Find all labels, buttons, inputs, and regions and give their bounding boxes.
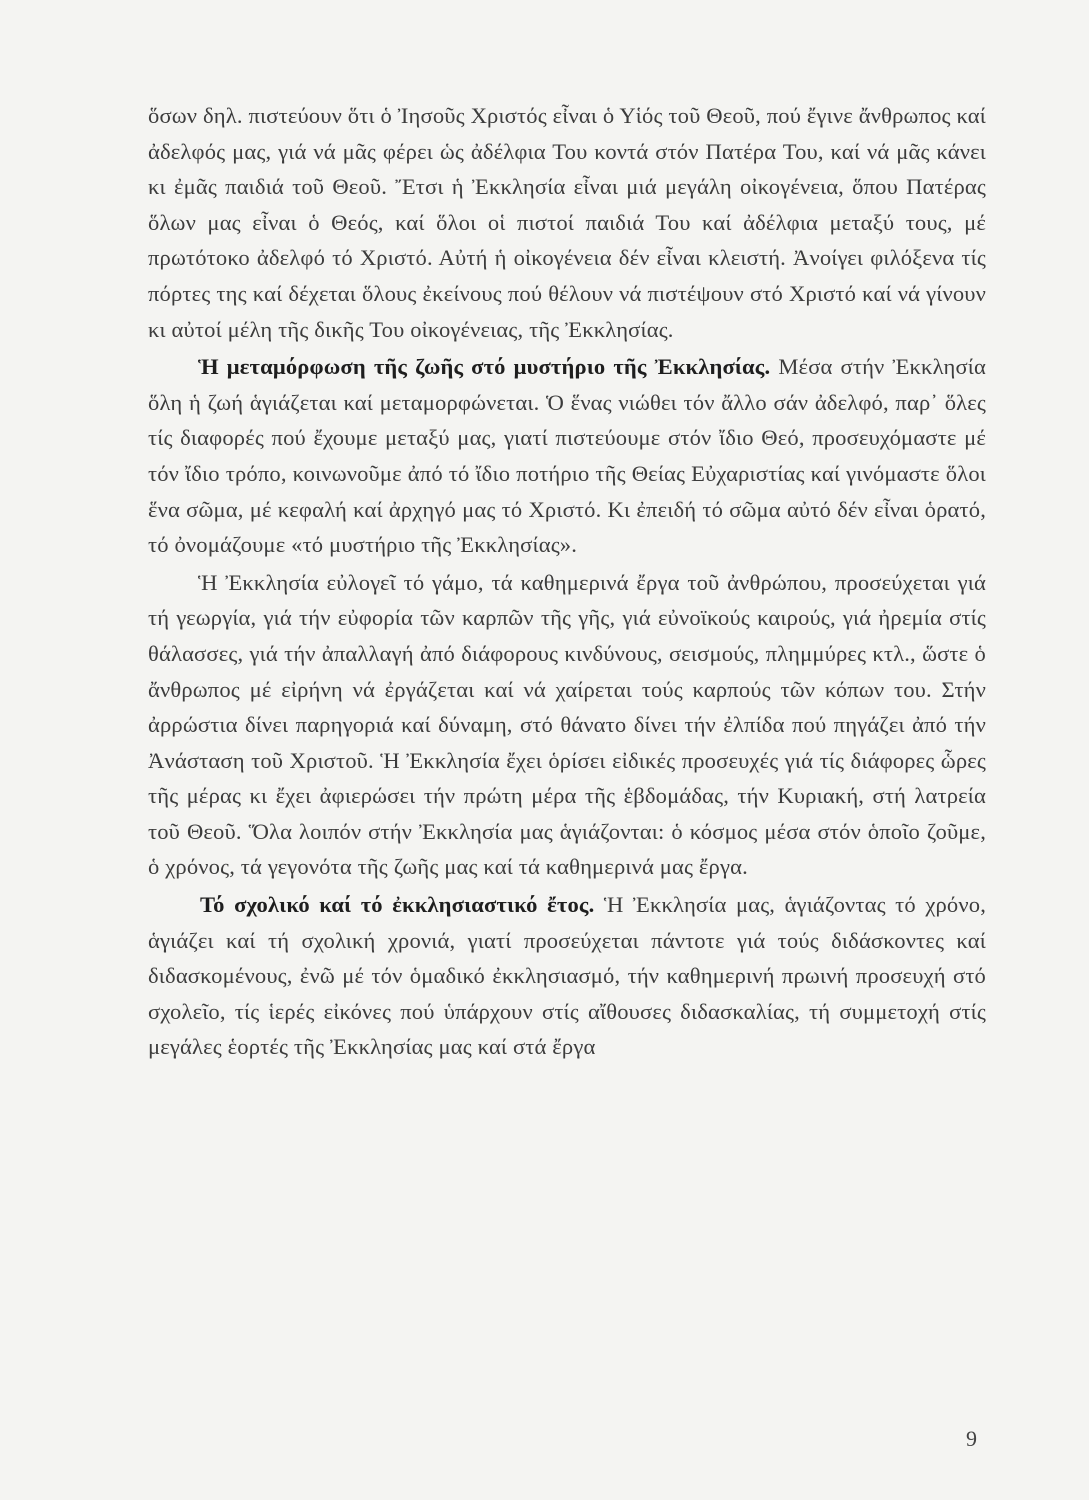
section-heading-school-year: Τό σχολικό καί τό ἐκκλησιαστικό ἔτος. <box>200 892 595 918</box>
paragraph-2-text: Μέσα στήν Ἐκκλησία ὅλη ἡ ζωή ἁγιάζεται καί μεταμορφώνεται. Ὁ ἕνας νιώθει τόν ἄλλο σάν ἀδελφό, παρ᾽ ὅλες τίς διαφορές πού ἔχουμε μεταξύ μας, γιατί πιστεύουμε στόν ἴδιο Θεό, προσευχόμαστε μέ τόν ἴδιο τρόπο, κοινωνοῦμε ἀπό τό ἴδιο ποτήριο τῆς Θείας Εὐχαριστίας καί γινόμαστε ὅλοι ἕνα σῶμα, μέ κεφαλή καί ἀρχηγό μας τό Χριστό. Κι ἐπειδή τό σῶμα αὐτό δέν εἶναι ὁρατό, τό ὀνομάζουμε «τό μυστήριο τῆς Ἐκκλησίας». <box>148 354 986 558</box>
paragraph-4-text: Ἡ Ἐκκλησία μας, ἁγιάζοντας τό χρόνο, ἁγιάζει καί τή σχολική χρονιά, γιατί προσεύχεται πάντοτε γιά τούς διδάσκοντες καί διδασκομένους, ἐνῶ μέ τόν ὁμαδικό ἐκκλησιασμό, τήν καθημερινή πρωινή προσευχή στό σχολεῖο, τίς ἱερές εἰκόνες πού ὑπάρχουν στίς αἴθουσες διδασκαλίας, τή συμμετοχή στίς μεγάλες ἑορτές τῆς Ἐκκλησίας μας καί στά ἔργα <box>148 892 986 1060</box>
page-body <box>148 98 986 1065</box>
paragraph-4 <box>148 887 986 1065</box>
paragraph-3 <box>148 565 986 885</box>
paragraph-2 <box>148 349 986 563</box>
section-heading-mystery: Ἡ μεταμόρφωση τῆς ζωῆς στό μυστήριο τῆς Ἐκκλησίας. <box>198 354 771 380</box>
paragraph-3-text: Ἡ Ἐκκλησία εὐλογεῖ τό γάμο, τά καθημερινά ἔργα τοῦ ἀνθρώπου, προσεύχεται γιά τή γεωργία, γιά τήν εὐφορία τῶν καρπῶν τῆς γῆς, γιά εὐνοϊκούς καιρούς, γιά ἠρεμία στίς θάλασσες, γιά τήν ἀπαλλαγή ἀπό διάφορους κινδύνους, σεισμούς, πλημμύρες κτλ., ὥστε ὁ ἄνθρωπος μέ εἰρήνη νά ἐργάζεται καί νά χαίρεται τούς καρπούς τῶν κόπων του. Στήν ἀρρώστια δίνει παρηγοριά καί δύναμη, στό θάνατο δίνει τήν ἐλπίδα πού πηγάζει ἀπό τήν Ἀνάσταση τοῦ Χριστοῦ. Ἡ Ἐκκλησία ἔχει ὁρίσει εἰδικές προσευχές γιά τίς διάφορες ὧρες τῆς μέρας κι ἔχει ἀφιερώσει τήν πρώτη μέρα τῆς ἑβδομάδας, τήν Κυριακή, στή λατρεία τοῦ Θεοῦ. Ὅλα λοιπόν στήν Ἐκκλησία μας ἁγιάζονται: ὁ κόσμος μέσα στόν ὁποῖο ζοῦμε, ὁ χρόνος, τά γεγονότα τῆς ζωῆς μας καί τά καθημερινά μας ἔργα. <box>148 569 986 880</box>
paragraph-1-text: ὅσων δηλ. πιστεύουν ὅτι ὁ Ἰησοῦς Χριστός εἶναι ὁ Υἱός τοῦ Θεοῦ, πού ἔγινε ἄνθρωπος καί ἀδελφός μας, γιά νά μᾶς φέρει ὡς ἀδέλφια Του κοντά στόν Πατέρα Του, καί νά μᾶς κάνει κι ἐμᾶς παιδιά τοῦ Θεοῦ. Ἔτσι ἡ Ἐκκλησία εἶναι μιά μεγάλη οἰκογένεια, ὅπου Πατέρας ὅλων μας εἶναι ὁ Θεός, καί ὅλοι οἱ πιστοί παιδιά Του καί ἀδέλφια μεταξύ τους, μέ πρωτότοκο ἀδελφό τό Χριστό. Αὐτή ἡ οἰκογένεια δέν εἶναι κλειστή. Ἀνοίγει φιλόξενα τίς πόρτες της καί δέχεται ὅλους ἐκείνους πού θέλουν νά πιστέψουν στό Χριστό καί νά γίνουν κι αὐτοί μέλη τῆς δικῆς Του οἰκογένειας, τῆς Ἐκκλησίας. <box>148 103 986 342</box>
paragraph-1 <box>148 98 986 347</box>
page-number: 9 <box>966 1426 977 1451</box>
